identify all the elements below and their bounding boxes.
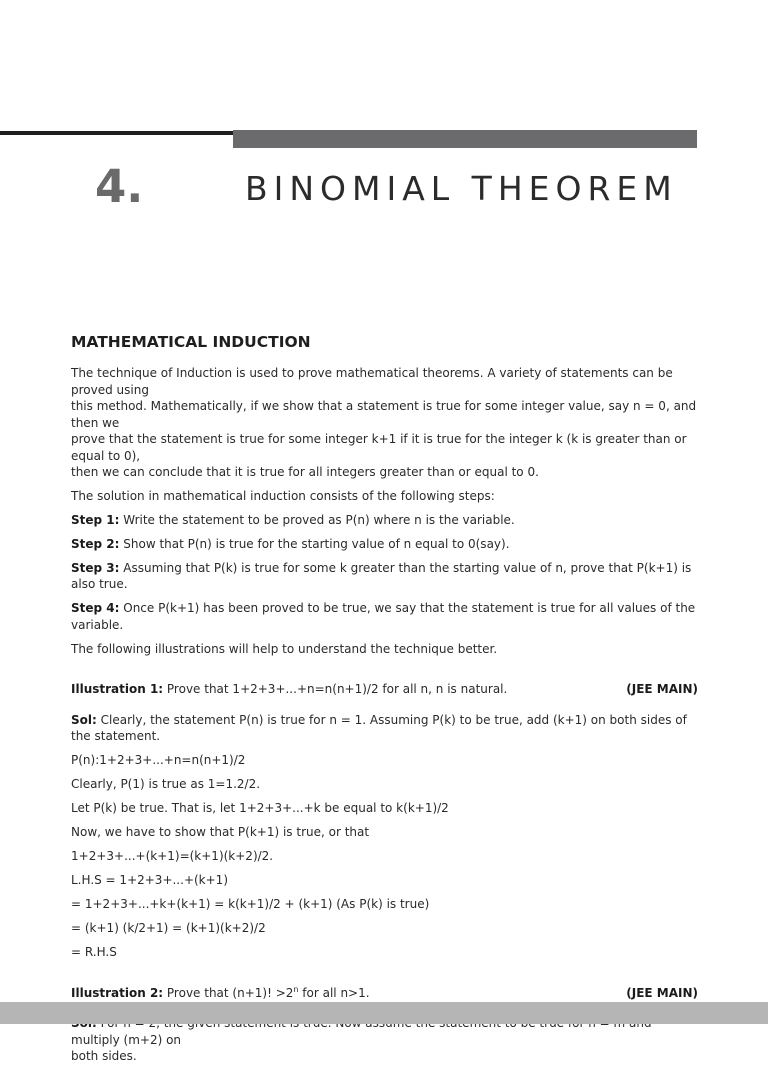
- intro-paragraph: [71, 365, 698, 481]
- step-3: [71, 560, 698, 593]
- header-rule-thin: [0, 131, 234, 135]
- steps-outro: The following illustrations will help to understand the technique better.: [71, 641, 498, 656]
- chapter-title: BINOMIAL THEOREM: [245, 169, 678, 208]
- solution-line: Now, we have to show that P(k+1) is true, or that: [71, 825, 370, 839]
- sol-text: multiply (m+2) on: [71, 1032, 182, 1047]
- sol-text: both sides.: [71, 1049, 137, 1063]
- step-label: Step 3:: [71, 560, 120, 575]
- page-content: [71, 333, 698, 1065]
- solution-line: P(n):1+2+3+...+n=n(n+1)/2: [71, 753, 246, 767]
- illustration-label: Illustration 2:: [71, 985, 164, 1000]
- illustration-text: for all n>1.: [298, 985, 370, 1000]
- exam-tag: (JEE MAIN): [626, 985, 698, 1000]
- step-2: [71, 536, 698, 553]
- step-text: Write the statement to be proved as P(n) where n is the variable.: [119, 512, 515, 527]
- illustration-label: Illustration 1:: [71, 682, 164, 696]
- step-label: Step 1:: [71, 512, 120, 527]
- intro-line: prove that the statement is true for some integer k+1 if it is true for the integer k (k is greater than or equal to 0),: [71, 432, 687, 463]
- exam-tag: (JEE MAIN): [626, 682, 698, 696]
- footer-bar: [0, 1002, 768, 1024]
- illustration-1-header: [71, 681, 698, 698]
- illustration-text: Prove that 1+2+3+...+n=n(n+1)/2 for all n, n is natural.: [163, 682, 508, 696]
- intro-line: then we can conclude that it is true for all integers greater than or equal to 0.: [71, 465, 539, 479]
- header-rule-thick: [233, 130, 697, 148]
- step-label: Step 2:: [71, 536, 120, 551]
- solution-line: = 1+2+3+...+k+(k+1) = k(k+1)/2 + (k+1) (As P(k) is true): [71, 897, 430, 911]
- step-text: Show that P(n) is true for the starting value of n equal to 0(say).: [119, 536, 510, 551]
- sol-label: Sol:: [71, 712, 97, 727]
- solution-line: 1+2+3+...+(k+1)=(k+1)(k+2)/2.: [71, 849, 274, 863]
- solution-line: L.H.S = 1+2+3+...+(k+1): [71, 873, 228, 887]
- illustration-1-statement: [71, 681, 507, 698]
- intro-line: this method. Mathematically, if we show that a statement is true for some integer value, say n = 0, and then we: [71, 399, 697, 430]
- chapter-number: 4.: [95, 160, 144, 213]
- solution-line: = R.H.S: [71, 945, 117, 959]
- steps-intro: The solution in mathematical induction consists of the following steps:: [71, 488, 495, 503]
- illustration-text: Prove that (n+1)! >2: [163, 985, 294, 1000]
- sol-text: Clearly, the statement P(n) is true for n = 1. Assuming P(k) to be true, add (k+1) on both sides of the statement.: [71, 712, 687, 743]
- exponent: n: [293, 984, 299, 994]
- solution-line: Let P(k) be true. That is, let 1+2+3+...+k be equal to k(k+1)/2: [71, 801, 449, 815]
- step-1: [71, 512, 698, 529]
- illustration-2-header: [71, 985, 698, 1002]
- step-4: [71, 600, 698, 633]
- solution-line: = (k+1) (k/2+1) = (k+1)(k+2)/2: [71, 921, 266, 935]
- section-heading: MATHEMATICAL INDUCTION: [71, 333, 311, 351]
- solution-line: Clearly, P(1) is true as 1=1.2/2.: [71, 777, 261, 791]
- step-label: Step 4:: [71, 601, 120, 615]
- illustration-2-statement: [71, 985, 370, 1002]
- step-text: Once P(k+1) has been proved to be true, we say that the statement is true for all values of the variable.: [71, 601, 696, 632]
- step-text: Assuming that P(k) is true for some k greater than the starting value of n, prove that P(k+1) is also true.: [71, 560, 692, 591]
- intro-line: The technique of Induction is used to prove mathematical theorems. A variety of statements can be proved using: [71, 366, 673, 397]
- solution-1-intro: [71, 712, 698, 745]
